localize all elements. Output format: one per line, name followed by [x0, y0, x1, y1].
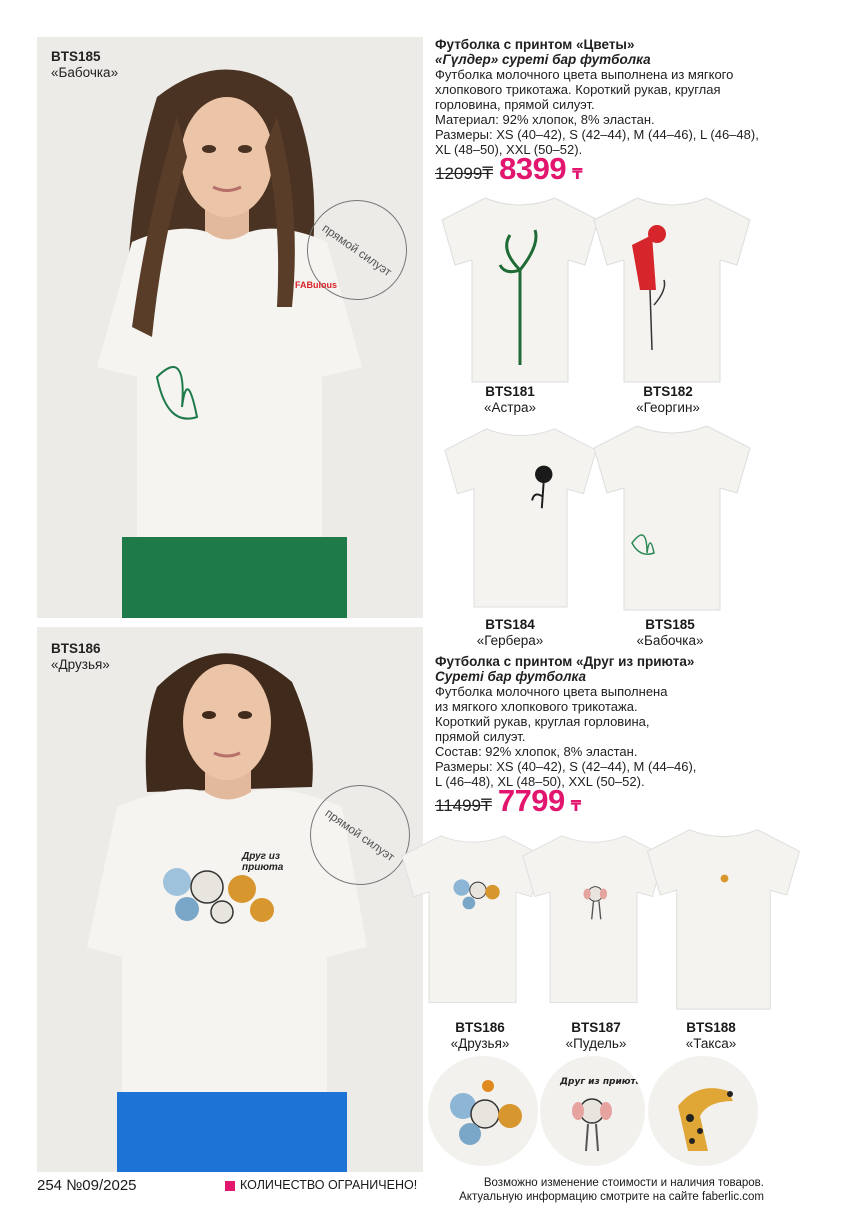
item-code: BTS186 — [455, 1020, 505, 1035]
shirt-bts181 — [440, 190, 600, 390]
item-code: BTS182 — [643, 384, 693, 399]
desc-line: Состав: 92% хлопок, 8% эластан. — [435, 744, 638, 759]
desc-line: Материал: 92% хлопок, 8% эластан. — [435, 112, 655, 127]
currency-sign: ₸ — [572, 166, 583, 183]
product-title: Футболка с принтом «Друг из приюта» — [435, 654, 695, 669]
product-subtitle-kz: «Гүлдер» суреті бар футболка — [435, 52, 651, 67]
desc-line: Размеры: XS (40–42), S (42–44), M (44–46), — [435, 759, 697, 774]
item-code: BTS184 — [485, 617, 535, 632]
old-price: 11499₸ — [435, 796, 492, 815]
price-row — [435, 151, 825, 186]
item-code: BTS181 — [485, 384, 535, 399]
item-name: «Пудель» — [565, 1036, 627, 1051]
desc-line: Короткий рукав, круглая горловина, — [435, 714, 650, 729]
shirt-label-bts181 — [455, 384, 565, 416]
shirt-label-bts182 — [613, 384, 723, 416]
issue-number: №09/2025 — [66, 1177, 137, 1194]
tshirt-image — [592, 190, 752, 385]
item-code: BTS185 — [645, 617, 695, 632]
product-title: Футболка с принтом «Цветы» — [435, 37, 635, 52]
fit-badge-text: прямой силуэт — [322, 805, 398, 865]
desc-line: XL (48–50), XXL (50–52). — [435, 142, 583, 157]
print-illustration — [648, 1056, 758, 1166]
desc-line: Футболка молочного цвета выполнена — [435, 684, 668, 699]
desc-line: прямой силуэт. — [435, 729, 526, 744]
model-photo-friends — [37, 627, 423, 1172]
photo-code: BTS186 — [51, 641, 101, 656]
print-illustration — [540, 1056, 645, 1166]
desc-line: из мягкого хлопкового трикотажа. — [435, 699, 638, 714]
photo-code: BTS185 — [51, 49, 101, 64]
desc-line: горловина, прямой силуэт. — [435, 97, 595, 112]
photo-name: «Бабочка» — [51, 65, 119, 80]
shirt-label-bts185 — [615, 617, 725, 649]
item-code: BTS188 — [686, 1020, 736, 1035]
product-dogs-info — [435, 654, 825, 818]
photo-caption-bottom — [51, 641, 110, 673]
new-price: 8399 — [499, 151, 567, 186]
item-name: «Друзья» — [450, 1036, 510, 1051]
tshirt-image — [440, 190, 600, 385]
shirt-bts185 — [592, 418, 752, 618]
desc-line: Размеры: XS (40–42), S (42–44), M (44–46), L (46–48), — [435, 127, 759, 142]
tshirt-image — [592, 418, 752, 613]
price-disclaimer — [459, 1176, 764, 1204]
shirt-label-bts187 — [541, 1020, 651, 1052]
fit-badge-text: прямой силуэт — [319, 220, 395, 280]
print-illustration — [428, 1056, 538, 1166]
product-flowers-info — [435, 37, 825, 186]
desc-line: хлопкового трикотажа. Короткий рукав, круглая — [435, 82, 721, 97]
print-text: Друг из приюта — [560, 1077, 642, 1087]
page-number: 254 — [37, 1177, 63, 1194]
limited-notice — [225, 1178, 417, 1193]
product-subtitle-kz: Суреті бар футболка — [435, 669, 587, 684]
price-row — [435, 783, 825, 818]
shirt-bts184 — [443, 418, 598, 618]
print-detail-poodle — [540, 1056, 645, 1166]
old-price: 12099₸ — [435, 164, 494, 183]
print-detail-dachshund — [648, 1056, 758, 1166]
print-text: Друг из приюта — [242, 851, 284, 873]
model-illustration-top — [37, 37, 423, 618]
shirt-bts188 — [641, 822, 806, 1017]
tshirt-image — [641, 822, 806, 1012]
tshirt-image — [443, 418, 598, 613]
print-detail-friends — [428, 1056, 538, 1166]
shirt-label-bts186 — [425, 1020, 535, 1052]
desc-line: Футболка молочного цвета выполнена из мягкого — [435, 67, 734, 82]
item-name: «Георгин» — [636, 400, 700, 415]
disclaimer-line: Возможно изменение стоимости и наличия товаров. — [483, 1177, 764, 1189]
shirt-label-bts188 — [656, 1020, 766, 1052]
page-footer-left — [37, 1178, 137, 1193]
item-name: «Гербера» — [476, 633, 544, 648]
item-name: «Астра» — [484, 400, 536, 415]
new-price: 7799 — [497, 783, 565, 818]
product-desc — [435, 67, 825, 157]
photo-caption-top — [51, 49, 118, 81]
photo-name: «Друзья» — [51, 657, 110, 672]
model-photo-butterfly — [37, 37, 423, 618]
item-name: «Бабочка» — [636, 633, 704, 648]
limited-text: КОЛИЧЕСТВО ОГРАНИЧЕНО! — [240, 1178, 418, 1192]
brand-print: FABulous — [295, 280, 337, 290]
shirt-label-bts184 — [455, 617, 565, 649]
disclaimer-line: Актуальную информацию смотрите на сайте faberlic.com — [459, 1191, 764, 1203]
shirt-bts182 — [592, 190, 752, 390]
model-illustration-bottom — [37, 627, 423, 1172]
currency-sign: ₸ — [570, 798, 582, 815]
desc-line: L (46–48), XL (48–50), XXL (50–52). — [435, 774, 645, 789]
item-code: BTS187 — [571, 1020, 621, 1035]
item-name: «Такса» — [685, 1036, 737, 1051]
product-desc — [435, 684, 825, 789]
bullet-square-icon — [225, 1181, 235, 1191]
